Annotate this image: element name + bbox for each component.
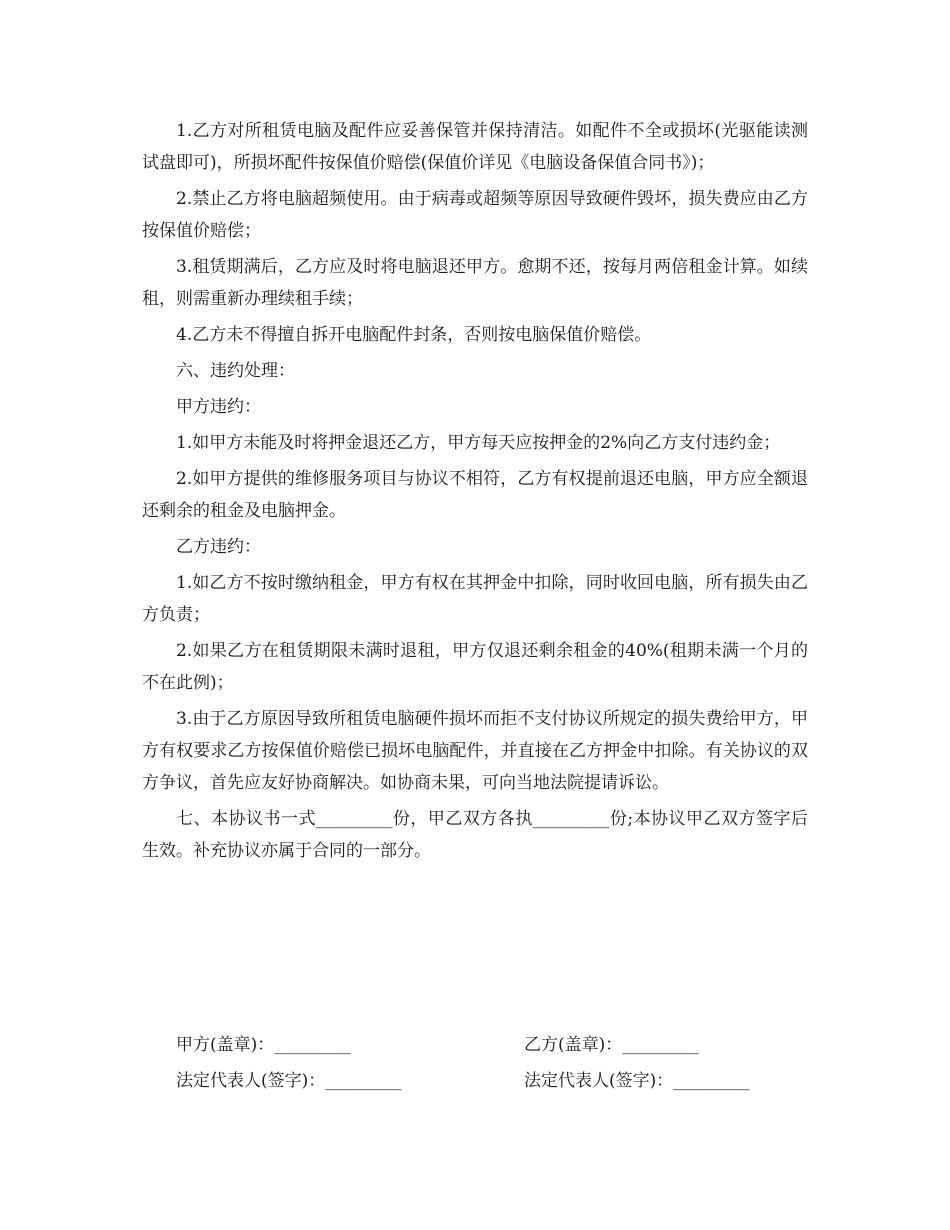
party-b-breach-heading: 乙方违约： (176, 537, 261, 557)
party-b-seal-field: 乙方(盖章)：_________ (524, 1034, 699, 1055)
section-heading-breach: 六、违约处理： (176, 361, 295, 381)
document-body (142, 115, 808, 871)
signature-row-representative (176, 1060, 808, 1096)
party-a-breach-1: 1.如甲方未能及时将押金退还乙方，甲方每天应按押金的2%向乙方支付违约金； (176, 433, 781, 453)
party-a-seal-field: 甲方(盖章)：_________ (176, 1034, 351, 1055)
party-a-representative-field: 法定代表人(签字)：_________ (176, 1070, 402, 1091)
signature-row-seal (176, 1024, 808, 1060)
party-b-breach-3: 3.由于乙方原因导致所租赁电脑硬件损坏而拒不支付协议所规定的损失费给甲方，甲方有权要求乙方按保值价赔偿已损坏电脑配件，并直接在乙方押金中扣除。有关协议的双方争议，首先应友好协商解决。如协商未果，可向当地法院提请诉讼。 (142, 709, 808, 793)
clause-5-4: 4.乙方未不得擅自拆开电脑配件封条，否则按电脑保值价赔偿。 (176, 325, 652, 345)
section-7-copies: 七、本协议书一式_________份，甲乙双方各执_________份;本协议甲乙双方签字后生效。补充协议亦属于合同的一部分。 (142, 809, 808, 861)
clause-5-3: 3.租赁期满后，乙方应及时将电脑退还甲方。愈期不还，按每月两倍租金计算。如续租，则需重新办理续租手续； (142, 257, 808, 309)
party-b-representative-field: 法定代表人(签字)：_________ (524, 1070, 750, 1091)
clause-5-2: 2.禁止乙方将电脑超频使用。由于病毒或超频等原因导致硬件毁坏，损失费应由乙方按保值价赔偿； (142, 189, 808, 241)
party-a-breach-heading: 甲方违约： (176, 397, 261, 417)
clause-5-1: 1.乙方对所租赁电脑及配件应妥善保管并保持清洁。如配件不全或损坏(光驱能读测试盘即可)，所损坏配件按保值价赔偿(保值价详见《电脑设备保值合同书》)； (142, 121, 808, 173)
party-b-breach-2: 2.如果乙方在租赁期限未满时退租，甲方仅退还剩余租金的40%(租期未满一个月的不在此例)； (142, 641, 808, 693)
party-b-breach-1: 1.如乙方不按时缴纳租金，甲方有权在其押金中扣除，同时收回电脑，所有损失由乙方负责； (142, 573, 808, 625)
signature-block (176, 1024, 808, 1096)
party-a-breach-2: 2.如甲方提供的维修服务项目与协议不相符，乙方有权提前退还电脑，甲方应全额退还剩余的租金及电脑押金。 (142, 469, 808, 521)
